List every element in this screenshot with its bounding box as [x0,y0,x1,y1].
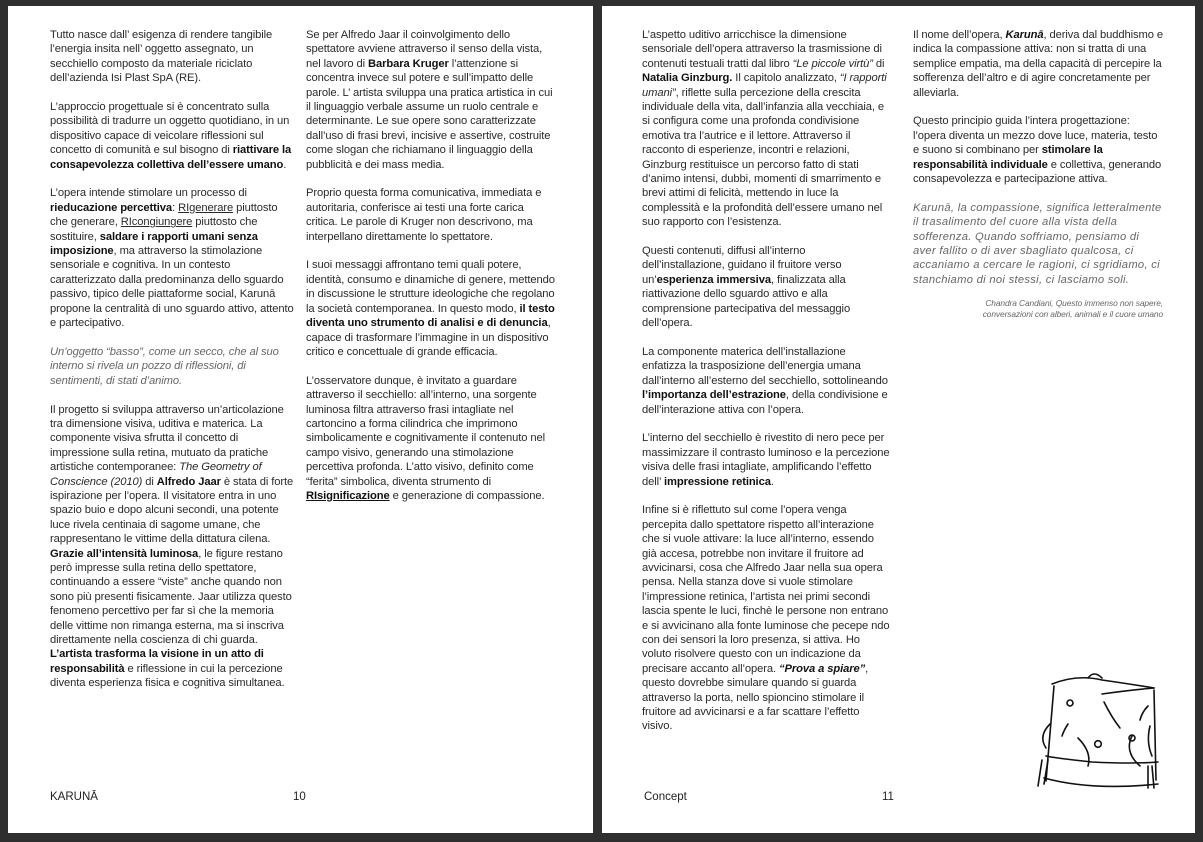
text: Il capitolo analizzato, [732,72,840,85]
text: L’interno del secchiello è rivestito di nero pece per massimizzare il contrasto luminoso e la percezione visiva delle frasi intagliate, amplificando l’effetto dell’ [642,432,890,488]
right-page-column-1 [642,28,890,748]
paragraph [50,186,295,330]
text: : [172,201,179,214]
text: , deriva dal buddhismo e indica la compassione attiva: non si tratta di una semplice empatia, ma della capacità di percepire la sofferenza dell’altro e di agire concretamente per alleviarla. [913,29,1163,99]
citation-line: conversazioni con alberi, animali e il cuore umano [982,308,1163,319]
bold-text: Grazie all’intensità luminosa [50,547,199,560]
text: Infine si è riflettuto sul come l’opera venga percepita dallo spettatore rispetto all’interazione che si vuole attivare: la luce all’interno, essendo già accesa, potrebbe non invitare il fruitore ad avvicinarsi, cosa che Alfredo Jaar nella sua opera pensa. Nella stanza dove si vuole stimolare l’impressione retinica, l’artista nei primi secondi lascia spente le luci, finchè le persone non entrano e si avvicinano alla fonte luminose che pecepe ndo con dei sensori la loro presenza, si attiva. Ho voluto risolvere questo con un indicazione da precisare accanto all’opera. [642,504,890,675]
italic-text: “I rapporti umani” [642,72,887,99]
citation [913,298,1163,320]
paragraph [306,258,556,359]
text: , le figure restano però impresse sulla retina dello spettatore, continuando a essere “viste” anche quando non sono più presenti fisicamente. Jaar utilizza questo fenomeno percettivo per far sì che la memoria delle vittime non rimanga esterna, ma si inscriva direttamente nella coscienza di chi guarda. [50,547,292,646]
text: e riflessione in cui la percezione diventa esperienza fisica e cognitiva simultanea. [50,662,285,690]
footer-title: Concept [644,791,687,803]
bold-text: riattivare la consapevolezza collettiva dell’essere umano [50,144,292,171]
text: Il nome dell’opera, [913,29,1006,41]
text: . [770,475,774,488]
page-number: 10 [293,791,306,803]
bucket-sketch-icon [1032,666,1164,796]
right-page [602,6,1195,833]
paragraph [642,431,890,489]
paragraph [50,403,295,691]
bold-text: rieducazione percettiva [50,201,173,214]
left-page [8,6,593,833]
left-page-column-1 [50,28,295,705]
text: , della condivisione e dell’interazione attiva con l’opera. [642,389,888,416]
quote: Un’oggetto “basso”, come un secco, che al suo interno si rivela un pozzo di riflessioni, di sentimenti, di stati d’animo. [50,345,279,387]
paragraph: Proprio questa forma comunicativa, immediata e autoritaria, conferisce ai testi una forte carica critica. Le parole di Kruger non descrivono, ma interpellano direttamente lo spettatore. [306,187,542,243]
text: I suoi messaggi affrontano temi quali potere, identità, consumo e dinamiche di genere, mettendo in discussione le strutture ideologiche che regolano la società contemporanea. In questo modo, [306,259,555,315]
text: L’aspetto uditivo arricchisce la dimensione sensoriale dell’opera attraverso la trasmissione di contenuti testuali tratti dal libro [642,29,882,70]
text: , questo dovrebbe simulare quando si guarda attraverso la porta, nello spioncino stimolare il fruitore ad avvicinarsi e a far scattare l’effetto visivo. [642,662,869,733]
underlined-bold-text: RIsignificazione [306,489,390,502]
paragraph [913,28,1163,100]
paragraph [306,374,556,504]
paragraph [642,28,890,230]
bold-text: Alfredo Jaar [156,475,221,488]
text: e collettiva, generando consapevolezza e partecipazione attiva. [913,158,1162,186]
text: di [142,475,157,488]
text: L’opera intende stimolare un processo di [50,187,247,200]
bold-text: Natalia Ginzburg. [642,72,733,85]
text: , riflette sulla percezione della crescita individuale della vita, dall’infanzia alla vecchiaia, e si configura come una profonda condivisione emotiva tra l’autrice e il lettore. Attraverso il racconto di esperienze, incontri e relazioni, Ginzburg restituisce un percorso fatto di stati d’animo intensi, dubbi, momenti di smarrimento e brevi attimi di felicità, mettendo in luce la complessità e la profondità dell’essere umano nel suo rapporto con l’esistenza. [642,86,885,229]
paragraph [642,503,890,734]
text: è stata di forte ispirazione per l’opera. Il visitatore entra in uno spazio buio e dopo alcuni secondi, una potente luce rivela centinaia di sagome umane, che rappresentano le vittime della dittatura cilena. [50,475,294,546]
text: piuttosto che generare, [50,201,278,229]
text: Questi contenuti, diffusi all’interno dell’installazione, guidano il fruitore verso un’ [642,245,842,286]
italic-text: The Geometry of Conscience (2010) [50,461,262,488]
bold-text: il testo diventa uno strumento di analisi e di denuncia [306,302,555,330]
bold-text: l’importanza dell’estrazione [642,389,786,402]
paragraph [913,114,1163,186]
text: Se per Alfredo Jaar il coinvolgimento dello spettatore avviene attraverso il senso della vista, nel lavoro di [306,29,543,70]
text: piuttosto che sostituire, [50,216,258,243]
paragraph [50,100,295,172]
bold-text: stimolare la responsabilità individuale [913,144,1103,171]
paragraph [642,244,890,330]
citation-line: Chandra Candiani, Questo immenso non sapere, [985,297,1163,308]
bold-italic-text: Karunā [1005,29,1044,41]
text: , finalizzata alla riattivazione dello sguardo attivo e alla comprensione partecipativa del messaggio dell’opera. [642,273,851,330]
footer-title: KARUNĀ [50,791,98,803]
page-number: 11 [882,791,894,803]
bold-italic-text: “Prova a spiare” [779,662,866,675]
text: , capace di trasformare l’immagine in un dispositivo critico e concettuale di grande efficacia. [306,317,551,358]
text: L’osservatore dunque, è invitato a guardare attraverso il secchiello: all’interno, una sorgente luminosa filtra attraverso frasi intagliate nel cartoncino a forma cilindrica che imprimono simbolicamente e cognitivamente il contenuto nel campo visivo, generando una stimolazione percettiva profonda. L’atto visivo, definito come “ferita” simbolica, diventa strumento di [306,374,545,488]
bold-text: L’artista trasforma la visione in un atto di responsabilità [50,648,264,675]
bold-text: esperienza immersiva [656,273,771,286]
paragraph [306,28,556,172]
text: , ma attraverso la stimolazione sensoriale e cognitiva. In un contesto caratterizzato dalla predominanza dello sguardo passivo, tipico delle piattaforme social, Karunā propone la centralità di uno sguardo attivo, attento e partecipativo. [50,245,294,330]
left-page-column-2 [306,28,556,518]
text: La componente materica dell’installazione enfatizza la trasposizione dell’energia umana dall’interno all’esterno del secchiello, sottolineando [642,345,888,387]
bold-text: Barbara Kruger [368,57,449,70]
right-page-column-2 [913,28,1163,320]
quote: Karunā, la compassione, significa letteralmente il trasalimento del cuore alla vista della sofferenza. Quando soffriamo, pensiamo di aver fallito o di aver sbagliato qualcosa, ci accaniamo a cercare le ragioni, ci sgridiamo, ci stanchiamo di noi stessi, ci lasciamo soli. [913,201,1162,286]
text: l’attenzione si concentra invece sul potere e sull’impatto delle parole. L’ artista sviluppa una pratica artistica in cui il linguaggio verbale assume un ruolo centrale e determinante. Le sue opere sono caratterizzate dall’uso di frasi brevi, incisive e assertive, costruite come slogan che richiamano il linguaggio della pubblicità e dei mass media. [306,57,553,171]
underlined-text: RIgenerare [178,201,234,214]
italic-text: “Le piccole virtù” [792,57,873,70]
paragraph [642,345,890,417]
bold-text: saldare i rapporti umani senza imposizione [50,230,258,258]
text: Il progetto si sviluppa attraverso un’articolazione tra dimensione visiva, uditiva e materica. La componente visiva sfrutta il concetto di impressione sulla retina, mutuato da pratiche artistiche contemporanee: [50,403,284,474]
text: L’approccio progettuale si è concentrato sulla possibilità di tradurre un oggetto quotidiano, in un dispositivo capace di veicolare riflessioni sul concetto di comunità e sul bisogno di [50,101,290,157]
text: e generazione di compassione. [389,489,545,502]
paragraph: Tutto nasce dall’ esigenza di rendere tangibile l’energia insita nell’ oggetto assegnato, un secchiello composto da materiale riciclato dell’azienda Isi Plast SpA (RE). [50,29,273,85]
text: Questo principio guida l’intera progettazione: l’opera diventa un mezzo dove luce, materia, testo e suono si combinano per [913,115,1158,157]
underlined-text: RIcongiungere [120,216,193,229]
text: di [872,57,885,70]
text: . [283,158,287,171]
bold-text: impressione retinica [664,475,771,488]
